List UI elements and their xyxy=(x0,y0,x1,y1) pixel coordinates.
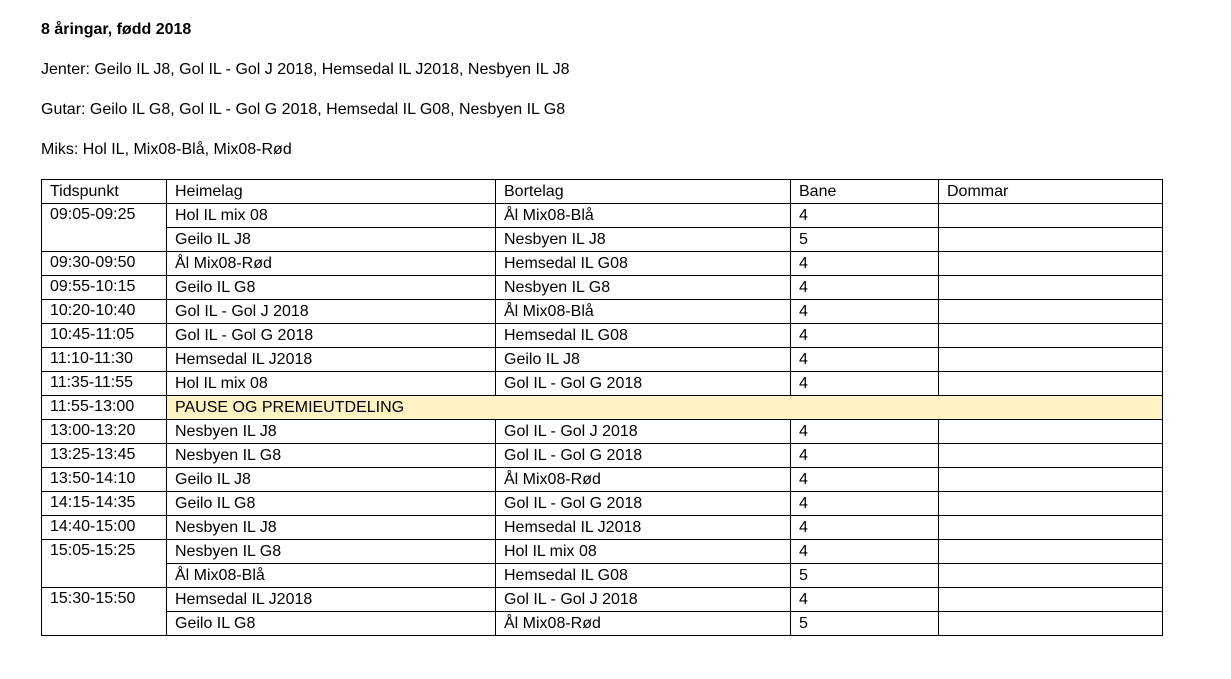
referee-cell xyxy=(939,324,1163,348)
table-row xyxy=(42,468,1163,492)
referee-cell xyxy=(939,492,1163,516)
pitch-cell: 5 xyxy=(791,564,939,588)
table-row xyxy=(42,540,1163,564)
away-team-cell: Hemsedal IL G08 xyxy=(496,564,791,588)
away-team-cell: Nesbyen IL G8 xyxy=(496,276,791,300)
away-team-cell: Geilo IL J8 xyxy=(496,348,791,372)
home-team-cell: Geilo IL J8 xyxy=(167,228,496,252)
referee-cell xyxy=(939,372,1163,396)
time-cell: 09:55-10:15 xyxy=(42,276,167,300)
home-team-cell: Geilo IL G8 xyxy=(167,492,496,516)
pitch-cell: 5 xyxy=(791,612,939,636)
pitch-cell: 4 xyxy=(791,204,939,228)
time-cell: 09:30-09:50 xyxy=(42,252,167,276)
home-team-cell: Hemsedal IL J2018 xyxy=(167,348,496,372)
pitch-cell: 4 xyxy=(791,468,939,492)
home-team-cell: Gol IL - Gol J 2018 xyxy=(167,300,496,324)
header-bane: Bane xyxy=(791,180,939,204)
home-team-cell: Geilo IL G8 xyxy=(167,612,496,636)
time-cell: 13:00-13:20 xyxy=(42,420,167,444)
time-cell: 15:30-15:50 xyxy=(42,588,167,636)
time-cell: 14:15-14:35 xyxy=(42,492,167,516)
away-team-cell: Ål Mix08-Rød xyxy=(496,468,791,492)
pitch-cell: 4 xyxy=(791,420,939,444)
home-team-cell: Hol IL mix 08 xyxy=(167,372,496,396)
home-team-cell: Nesbyen IL G8 xyxy=(167,444,496,468)
table-row xyxy=(42,444,1163,468)
pitch-cell: 4 xyxy=(791,492,939,516)
home-team-cell: Geilo IL G8 xyxy=(167,276,496,300)
table-row xyxy=(42,612,1163,636)
home-team-cell: Nesbyen IL J8 xyxy=(167,516,496,540)
table-row xyxy=(42,492,1163,516)
table-row xyxy=(42,348,1163,372)
home-team-cell: Nesbyen IL J8 xyxy=(167,420,496,444)
pitch-cell: 4 xyxy=(791,372,939,396)
away-team-cell: Ål Mix08-Rød xyxy=(496,612,791,636)
time-cell: 10:45-11:05 xyxy=(42,324,167,348)
pitch-cell: 4 xyxy=(791,324,939,348)
header-heimelag: Heimelag xyxy=(167,180,496,204)
home-team-cell: Geilo IL J8 xyxy=(167,468,496,492)
table-row xyxy=(42,228,1163,252)
referee-cell xyxy=(939,252,1163,276)
table-row xyxy=(42,204,1163,228)
away-team-cell: Hemsedal IL J2018 xyxy=(496,516,791,540)
boys-teams-paragraph: Gutar: Geilo IL G8, Gol IL - Gol G 2018, Hemsedal IL G08, Nesbyen IL G8 xyxy=(41,101,566,118)
header-bortelag: Bortelag xyxy=(496,180,791,204)
table-row xyxy=(42,276,1163,300)
away-team-cell: Nesbyen IL J8 xyxy=(496,228,791,252)
time-cell: 09:05-09:25 xyxy=(42,204,167,252)
pause-row xyxy=(42,396,1163,420)
away-team-cell: Gol IL - Gol J 2018 xyxy=(496,420,791,444)
table-row xyxy=(42,564,1163,588)
away-team-cell: Hol IL mix 08 xyxy=(496,540,791,564)
table-header-row xyxy=(42,180,1163,204)
home-team-cell: Ål Mix08-Rød xyxy=(167,252,496,276)
match-schedule-table xyxy=(41,179,1163,636)
home-team-cell: Nesbyen IL G8 xyxy=(167,540,496,564)
pitch-cell: 4 xyxy=(791,540,939,564)
referee-cell xyxy=(939,348,1163,372)
header-dommar: Dommar xyxy=(939,180,1163,204)
away-team-cell: Ål Mix08-Blå xyxy=(496,204,791,228)
away-team-cell: Gol IL - Gol G 2018 xyxy=(496,492,791,516)
away-team-cell: Gol IL - Gol J 2018 xyxy=(496,588,791,612)
referee-cell xyxy=(939,276,1163,300)
referee-cell xyxy=(939,420,1163,444)
time-cell: 13:25-13:45 xyxy=(42,444,167,468)
referee-cell xyxy=(939,444,1163,468)
pitch-cell: 4 xyxy=(791,348,939,372)
referee-cell xyxy=(939,204,1163,228)
referee-cell xyxy=(939,612,1163,636)
time-cell: 11:10-11:30 xyxy=(42,348,167,372)
referee-cell xyxy=(939,228,1163,252)
away-team-cell: Gol IL - Gol G 2018 xyxy=(496,444,791,468)
table-row xyxy=(42,252,1163,276)
time-cell: 10:20-10:40 xyxy=(42,300,167,324)
referee-cell xyxy=(939,516,1163,540)
time-cell: 13:50-14:10 xyxy=(42,468,167,492)
home-team-cell: Ål Mix08-Blå xyxy=(167,564,496,588)
referee-cell xyxy=(939,564,1163,588)
header-tidspunkt: Tidspunkt xyxy=(42,180,167,204)
referee-cell xyxy=(939,540,1163,564)
table-row xyxy=(42,300,1163,324)
time-cell: 11:55-13:00 xyxy=(42,396,167,420)
document-heading: 8 åringar, fødd 2018 xyxy=(41,21,192,38)
referee-cell xyxy=(939,588,1163,612)
pitch-cell: 4 xyxy=(791,252,939,276)
pitch-cell: 4 xyxy=(791,276,939,300)
document-body xyxy=(41,18,1162,162)
away-team-cell: Hemsedal IL G08 xyxy=(496,252,791,276)
away-team-cell: Hemsedal IL G08 xyxy=(496,324,791,348)
table-row xyxy=(42,420,1163,444)
pitch-cell: 4 xyxy=(791,444,939,468)
home-team-cell: Gol IL - Gol G 2018 xyxy=(167,324,496,348)
time-cell: 11:35-11:55 xyxy=(42,372,167,396)
pitch-cell: 4 xyxy=(791,516,939,540)
table-row xyxy=(42,516,1163,540)
girls-teams-paragraph: Jenter: Geilo IL J8, Gol IL - Gol J 2018, Hemsedal IL J2018, Nesbyen IL J8 xyxy=(41,61,570,78)
home-team-cell: Hol IL mix 08 xyxy=(167,204,496,228)
pitch-cell: 5 xyxy=(791,228,939,252)
referee-cell xyxy=(939,300,1163,324)
table-row xyxy=(42,324,1163,348)
away-team-cell: Gol IL - Gol G 2018 xyxy=(496,372,791,396)
away-team-cell: Ål Mix08-Blå xyxy=(496,300,791,324)
pitch-cell: 4 xyxy=(791,588,939,612)
pause-label-cell: PAUSE OG PREMIEUTDELING xyxy=(167,396,1163,420)
time-cell: 15:05-15:25 xyxy=(42,540,167,588)
table-row xyxy=(42,588,1163,612)
mixed-teams-paragraph: Miks: Hol IL, Mix08-Blå, Mix08-Rød xyxy=(41,141,292,158)
table-row xyxy=(42,372,1163,396)
home-team-cell: Hemsedal IL J2018 xyxy=(167,588,496,612)
time-cell: 14:40-15:00 xyxy=(42,516,167,540)
pitch-cell: 4 xyxy=(791,300,939,324)
referee-cell xyxy=(939,468,1163,492)
